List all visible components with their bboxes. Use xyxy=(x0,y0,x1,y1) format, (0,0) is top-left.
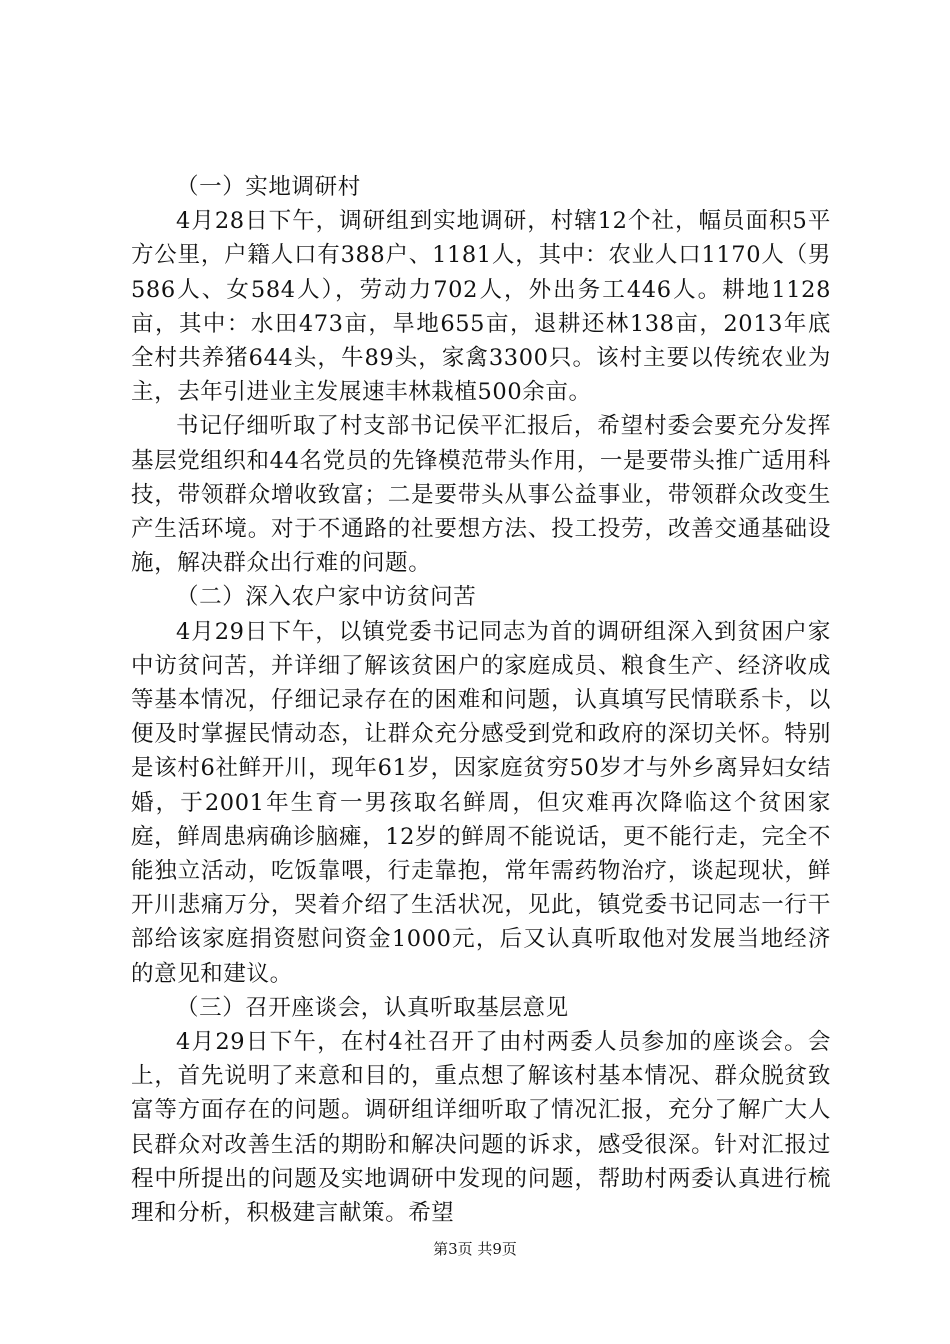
section-heading-2: （二）深入农户家中访贫问苦 xyxy=(176,584,477,611)
section-heading-3: （三）召开座谈会，认真听取基层意见 xyxy=(176,994,569,1021)
section-2-paragraph-1: 4月29日下午，以镇党委书记同志为首的调研组深入到贫困户家中访贫问苦，并详细了解该贫困户的家庭成员、粮食生产、经济收成等基本情况，仔细记录存在的困难和问题，认真填写民情联系卡，以便及时掌握民情动态，让群众充分感受到党和政府的深切关怀。特别是该村6社鲜开川，现年61岁，因家庭贫穷50岁才与外乡离异妇女结婚，于2001年生育一男孩取名鲜周，但灾难再次降临这个贫困家庭，鲜周患病确诊脑瘫，12岁的鲜周不能说话，更不能行走，完全不能独立活动，吃饭靠喂，行走靠抱，常年需药物治疗，谈起现状，鲜开川悲痛万分，哭着介绍了生活状况，见此，镇党委书记同志一行干部给该家庭捐资慰问资金1000元，后又认真听取他对发展当地经济的意见和建议。 xyxy=(131,618,831,987)
section-3-paragraph-1: 4月29日下午，在村4社召开了由村两委人员参加的座谈会。会上，首先说明了来意和目的，重点想了解该村基本情况、群众脱贫致富等方面存在的问题。调研组详细听取了情况汇报，充分了解广大人民群众对改善生活的期盼和解决问题的诉求，感受很深。针对汇报过程中所提出的问题及实地调研中发现的问题，帮助村两委认真进行梳理和分析，积极建言献策。希望 xyxy=(131,1029,831,1227)
section-1-paragraph-2: 书记仔细听取了村支部书记侯平汇报后，希望村委会要充分发挥基层党组织和44名党员的先锋模范带头作用，一是要带头推广适用科技，带领群众增收致富；二是要带头从事公益事业，带领群众改变生产生活环境。对于不通路的社要想方法、投工投劳，改善交通基础设施，解决群众出行难的问题。 xyxy=(131,413,831,577)
document-body xyxy=(131,170,831,1230)
page-number-footer: 第3页 共9页 xyxy=(433,1240,517,1258)
section-1-paragraph-1: 4月28日下午，调研组到实地调研，村辖12个社，幅员面积5平方公里，户籍人口有388户、1181人，其中：农业人口1170人（男586人、女584人），劳动力702人，外出务工446人。耕地1128亩，其中：水田473亩，旱地655亩，退耕还林138亩，2013年底全村共养猪644头，牛89头，家禽3300只。该村主要以传统农业为主，去年引进业主发展速丰林栽植500余亩。 xyxy=(131,208,831,406)
section-heading-1: （一）实地调研村 xyxy=(176,174,361,200)
